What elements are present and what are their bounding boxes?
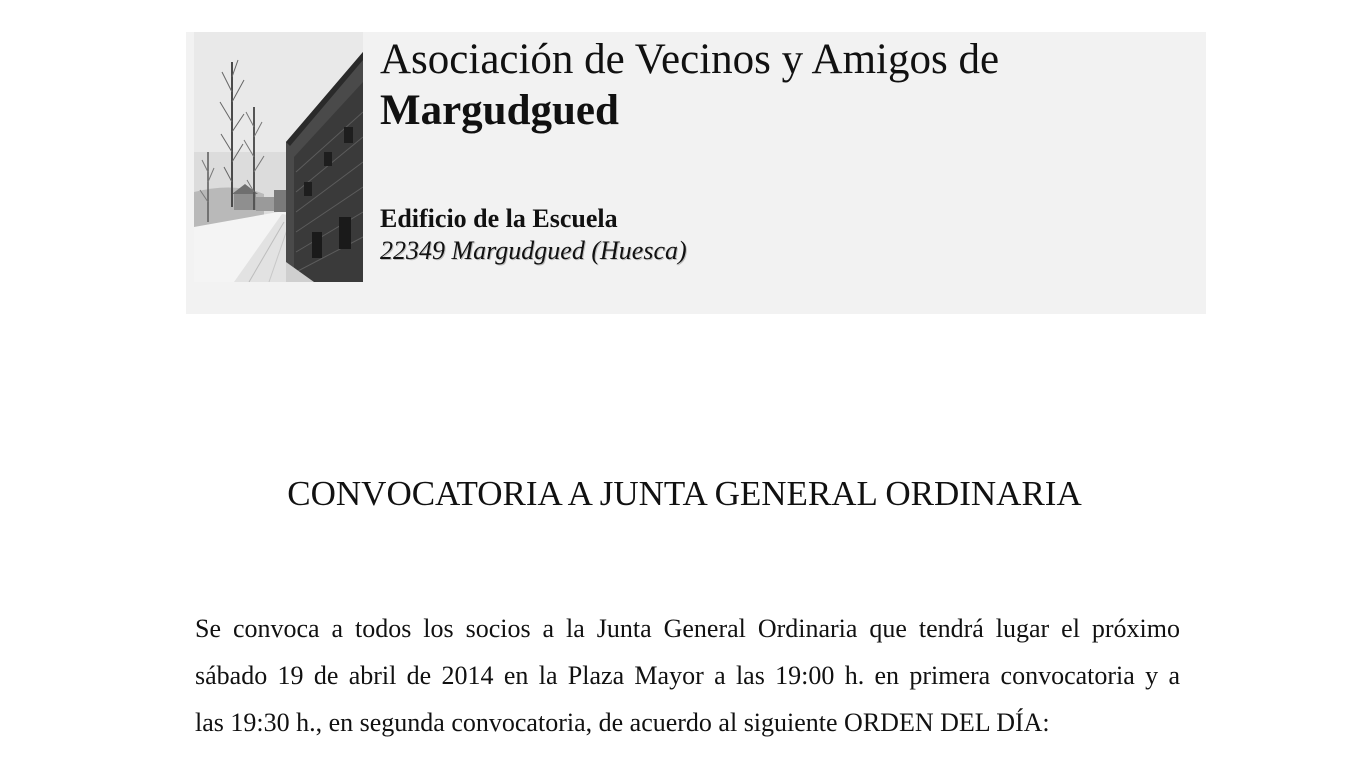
organization-name-town: Margudgued: [380, 87, 619, 134]
body-line: sábado 19 de abril de 2014 en la Plaza Mayor a las 19:00 h. en primera convocatoria y a: [195, 661, 1180, 690]
organization-name: Asociación de Vecinos y Amigos de: [380, 36, 1000, 83]
document-body: [195, 605, 1180, 746]
body-line: Se convoca a todos los socios a la Junta General Ordinaria que tendrá lugar el próximo: [195, 614, 1180, 643]
document-title-text: CONVOCATORIA A JUNTA GENERAL ORDINARIA: [287, 474, 1082, 513]
address-postal: 22349 Margudgued (Huesca): [380, 236, 687, 265]
body-line: las 19:30 h., en segunda convocatoria, de acuerdo al siguiente ORDEN DEL DÍA:: [195, 708, 1050, 737]
village-street-snow-illustration-icon: [194, 32, 363, 282]
address-building: Edificio de la Escuela: [380, 204, 618, 233]
letterhead: [186, 32, 1206, 314]
document-title: [0, 472, 1369, 516]
